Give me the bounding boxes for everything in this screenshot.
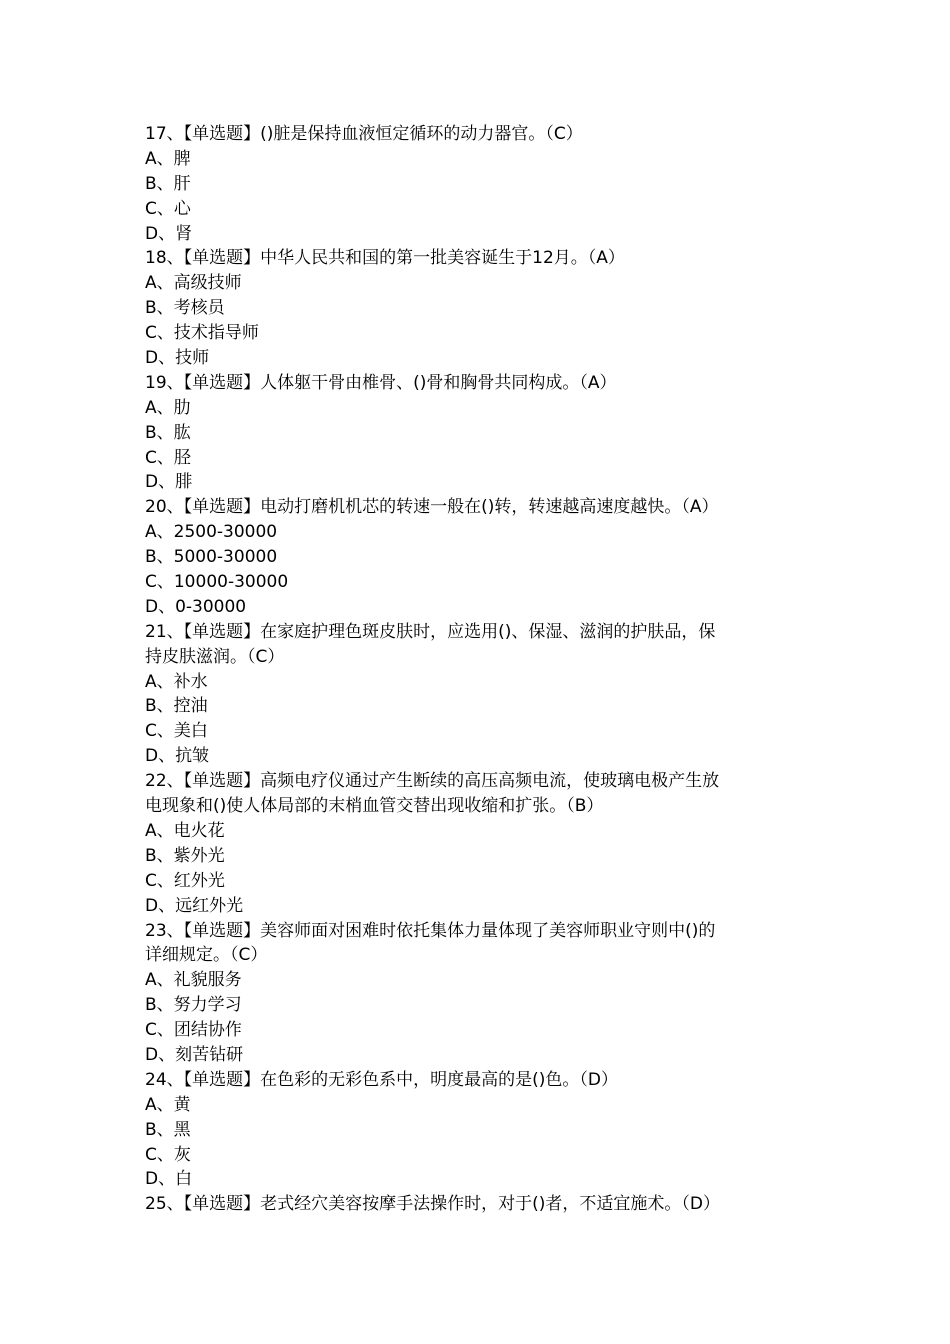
answer-option: D、腓 — [145, 472, 193, 493]
question-block — [145, 769, 810, 918]
question-stem: 18、【单选题】中华人民共和国的第一批美容诞生于12月。（A） — [145, 248, 625, 269]
question-stem: 21、【单选题】在家庭护理色斑皮肤时，应选用()、保湿、滋润的护肤品，保 — [145, 621, 716, 642]
question-stem: 20、【单选题】电动打磨机机芯的转速一般在()转，转速越高速度越快。（A） — [145, 497, 719, 518]
answer-option: C、灰 — [145, 1144, 191, 1165]
answer-option: D、技师 — [145, 348, 210, 369]
question-block — [145, 1068, 810, 1192]
question-stem: 22、【单选题】高频电疗仪通过产生断续的高压高频电流，使玻璃电极产生放 — [145, 771, 720, 792]
answer-option: D、肾 — [145, 223, 193, 244]
answer-option: D、远红外光 — [145, 895, 244, 916]
answer-option: C、团结协作 — [145, 1020, 242, 1041]
answer-option: C、技术指导师 — [145, 323, 259, 344]
answer-option: B、5000-30000 — [145, 547, 278, 568]
question-stem: 19、【单选题】人体躯干骨由椎骨、()骨和胸骨共同构成。（A） — [145, 372, 617, 393]
document-page — [145, 122, 810, 1217]
answer-option: D、白 — [145, 1169, 193, 1190]
answer-option: C、胫 — [145, 447, 191, 468]
question-stem: 23、【单选题】美容师面对困难时依托集体力量体现了美容师职业守则中()的 — [145, 920, 716, 941]
question-stem: 17、【单选题】()脏是保持血液恒定循环的动力器官。（C） — [145, 124, 583, 144]
answer-option: D、刻苦钻研 — [145, 1044, 244, 1065]
question-block — [145, 495, 810, 619]
answer-option: A、礼貌服务 — [145, 970, 242, 991]
answer-option: A、黄 — [145, 1094, 191, 1115]
question-block — [145, 1192, 810, 1217]
answer-option: B、努力学习 — [145, 995, 242, 1016]
answer-option: C、心 — [145, 198, 191, 219]
answer-option: D、抗皱 — [145, 746, 210, 767]
answer-option: A、脾 — [145, 148, 191, 169]
question-block — [145, 919, 810, 1068]
answer-option: A、肋 — [145, 397, 191, 418]
answer-option: C、红外光 — [145, 870, 225, 891]
answer-option: A、电火花 — [145, 820, 225, 841]
question-block — [145, 371, 810, 495]
question-block — [145, 246, 810, 370]
answer-option: B、肱 — [145, 422, 191, 443]
answer-option: A、补水 — [145, 671, 208, 692]
question-stem-continued: 持皮肤滋润。（C） — [145, 646, 285, 667]
answer-option: B、控油 — [145, 696, 208, 717]
question-block — [145, 122, 810, 246]
question-stem: 24、【单选题】在色彩的无彩色系中，明度最高的是()色。（D） — [145, 1069, 618, 1090]
question-block — [145, 620, 810, 769]
question-stem: 25、【单选题】老式经穴美容按摩手法操作时，对于()者，不适宜施术。（D） — [145, 1194, 720, 1215]
answer-option: C、美白 — [145, 721, 208, 742]
answer-option: B、肝 — [145, 173, 191, 194]
answer-option: B、紫外光 — [145, 845, 225, 866]
answer-option: A、2500-30000 — [145, 522, 278, 543]
question-stem-continued: 电现象和()使人体局部的末梢血管交替出现收缩和扩张。（B） — [145, 796, 604, 817]
question-stem-continued: 详细规定。（C） — [145, 945, 268, 966]
answer-option: C、10000-30000 — [145, 572, 289, 593]
answer-option: A、高级技师 — [145, 273, 242, 294]
answer-option: D、0-30000 — [145, 596, 247, 617]
answer-option: B、考核员 — [145, 298, 225, 319]
answer-option: B、黑 — [145, 1119, 191, 1140]
